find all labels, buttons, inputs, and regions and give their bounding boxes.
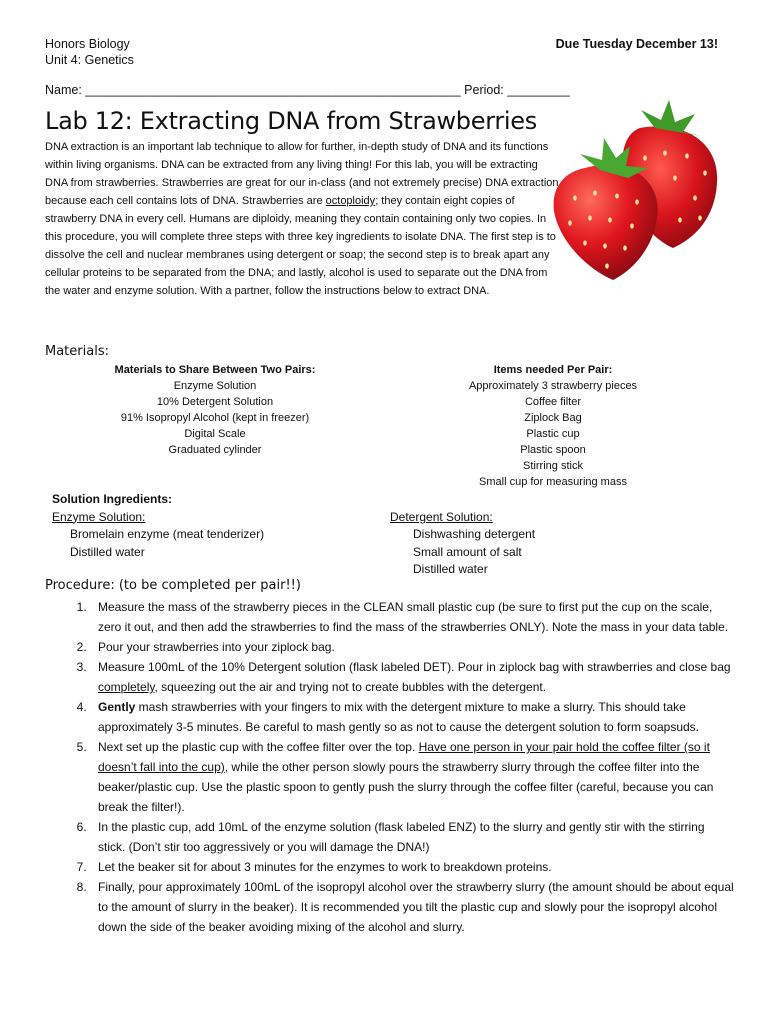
step-emphasis: Gently — [98, 700, 136, 714]
page-title: Lab 12: Extracting DNA from Strawberries — [45, 107, 537, 135]
list-item: Graduated cylinder — [168, 444, 262, 456]
list-item: 10% Detergent Solution — [156, 396, 274, 408]
list-item: Small cup for measuring mass — [479, 476, 627, 488]
course-name: Honors Biology — [45, 37, 130, 51]
list-item: Plastic cup — [526, 428, 580, 440]
procedure-list — [45, 597, 735, 937]
list-item: Distilled water — [413, 562, 488, 576]
procedure-heading: Procedure: (to be completed per pair!!) — [45, 578, 301, 593]
unit-name: Unit 4: Genetics — [45, 53, 134, 67]
shared-materials-heading: Materials to Share Between Two Pairs: — [114, 364, 316, 376]
procedure-step-5 — [90, 737, 735, 817]
list-item: Digital Scale — [184, 428, 246, 440]
list-item: Ziplock Bag — [524, 412, 582, 424]
list-item: Dishwashing detergent — [413, 527, 536, 541]
intro-text-1: DNA extraction is an important lab technique to allow for further, in-depth study of DNA and its functions within living organisms. DNA can be extracted from any living thing! For this lab, you will be extracting DNA from strawberries. Strawberries are great for our in-class (and not extremely precise) DNA extraction because each cell contains lots of DNA. Strawberries are — [45, 141, 559, 207]
solution-heading: Solution Ingredients: — [52, 492, 172, 506]
intro-underlined-term: octoploidy — [325, 195, 376, 207]
intro-text-2: ; they contain eight copies of strawberry DNA in every cell. Humans are diploidy, meaning they contain containing only two copies. In this procedure, you will complete three steps with three key ingredients to isolate DNA. The first step is to dissolve the cell and nuclear membranes using detergent or soap; the second step is to break apart any cellular proteins to be separated from the DNA; and lastly, alcohol is used to separate out the DNA from the water and enzyme solution. With a partner, follow the instructions below to extract DNA. — [45, 195, 556, 297]
shared-materials-list — [100, 362, 330, 458]
solution-ingredients — [52, 491, 264, 561]
list-item: Stirring stick — [523, 460, 583, 472]
procedure-step-8: 8. Finally, pour approximately 100mL of the isopropyl alcohol over the strawberry slurry (the amount should be about equal to the amount of slurry in the beaker). It is recommended you tilt the plastic cup and slowly pour the isopropyl alcohol down the side of the beaker avoiding mixing of the alcohol and slurry. — [90, 877, 735, 937]
step-emphasis: Have one person in your pair hold the coffee filter (so it doesn’t fall into the cup) — [98, 740, 710, 774]
procedure-step-2: 2. Pour your strawberries into your ziplock bag. — [90, 637, 735, 657]
list-item: Bromelain enzyme (meat tenderizer) — [70, 527, 265, 541]
list-item: Coffee filter — [524, 396, 582, 408]
list-item: 91% Isopropyl Alcohol (kept in freezer) — [120, 412, 310, 424]
intro-paragraph — [45, 138, 560, 300]
materials-heading: Materials: — [45, 344, 109, 359]
list-item: Distilled water — [70, 544, 145, 559]
step-text: , squeezing out the air and trying not to create bubbles with the detergent. — [154, 680, 547, 694]
enzyme-solution-heading: Enzyme Solution: — [52, 509, 146, 524]
step-text: , while the other person slowly pours the strawberry slurry through the coffee filter into the beaker/plastic cup. Use the plastic spoon to gently push the slurry through the coffee filter (careful, because you can break the filter!). — [98, 760, 714, 814]
step-text: Measure 100mL of the 10% Detergent solution (flask labeled DET). Pour in ziplock bag with strawberries and close bag — [98, 660, 731, 674]
detergent-solution — [390, 509, 535, 579]
name-period-line: Name: ______________________________________________________ Period: _________ — [45, 83, 570, 97]
strawberry-illustration — [545, 98, 725, 288]
procedure-step-7: 7. Let the beaker sit for about 3 minutes for the enzymes to work to breakdown proteins. — [90, 857, 735, 877]
per-pair-heading: Items needed Per Pair: — [493, 364, 613, 376]
step-text: mash strawberries with your fingers to mix with the detergent mixture to make a slurry. This should take approximately 3-5 minutes. Be careful to mash gently so as not to cause the detergent solution to form soapsuds. — [98, 700, 699, 734]
procedure-step-4 — [90, 697, 735, 737]
per-pair-materials-list — [440, 362, 666, 490]
procedure-step-3 — [90, 657, 735, 697]
procedure-step-1: 1. Measure the mass of the strawberry pieces in the CLEAN small plastic cup (be sure to first put the cup on the scale, zero it out, and then add the strawberries to find the mass of the strawberries ONLY). Note the mass in your data table. — [90, 597, 735, 637]
list-item: Small amount of salt — [413, 544, 522, 559]
due-date: Due Tuesday December 13! — [555, 37, 718, 51]
detergent-solution-heading: Detergent Solution: — [390, 509, 493, 524]
step-emphasis: completely — [98, 680, 155, 694]
list-item: Approximately 3 strawberry pieces — [468, 380, 638, 392]
list-item: Enzyme Solution — [173, 380, 257, 392]
procedure-step-6: 6. In the plastic cup, add 10mL of the enzyme solution (flask labeled ENZ) to the slurry and gently stir with the stirring stick. (Don’t stir too aggressively or you will damage the DNA!) — [90, 817, 735, 857]
list-item: Plastic spoon — [520, 444, 586, 456]
step-text: Next set up the plastic cup with the coffee filter over the top. — [98, 740, 419, 754]
